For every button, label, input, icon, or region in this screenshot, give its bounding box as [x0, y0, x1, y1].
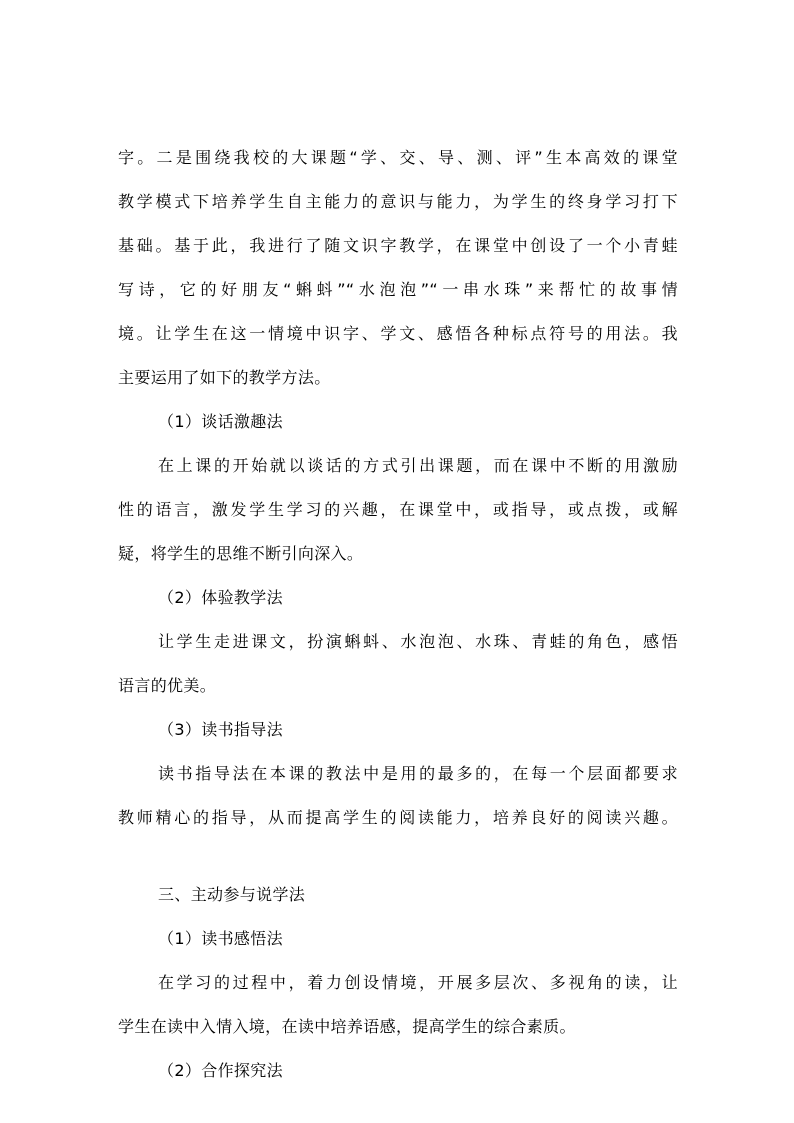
method-heading: （1）谈话激趣法	[158, 412, 283, 431]
paragraph-line: 读书指导法在本课的教法中是用的最多的，在每一个层面都要求	[158, 764, 678, 783]
paragraph-line: 写诗，它的好朋友“蝌蚪”“水泡泡”“一串水珠”来帮忙的故事情	[118, 280, 678, 299]
paragraph-line: 境。让学生在这一情境中识字、学文、感悟各种标点符号的用法。我	[118, 324, 678, 343]
paragraph-line: 主要运用了如下的教学方法。	[118, 368, 331, 387]
method-heading: （3）读书指导法	[158, 720, 283, 739]
paragraph-line: 教师精心的指导，从而提高学生的阅读能力，培养良好的阅读兴趣。	[118, 808, 678, 827]
paragraph-line: 疑，将学生的思维不断引向深入。	[118, 544, 364, 563]
paragraph-line: 字。二是围绕我校的大课题“学、交、导、测、评”生本高效的课堂	[118, 148, 678, 167]
method-heading: （2）体验教学法	[158, 588, 283, 607]
section-heading: 三、主动参与说学法	[158, 885, 306, 904]
paragraph-line: 在上课的开始就以谈话的方式引出课题，而在课中不断的用激励	[158, 456, 678, 475]
paragraph-line: 语言的优美。	[118, 676, 217, 695]
paragraph-line: 教学模式下培养学生自主能力的意识与能力，为学生的终身学习打下	[118, 192, 678, 211]
paragraph-line: 学生在读中入情入境，在读中培养语感，提高学生的综合素质。	[118, 1017, 576, 1036]
paragraph-line: 在学习的过程中，着力创设情境，开展多层次、多视角的读，让	[158, 973, 678, 992]
paragraph-line: 性的语言，激发学生学习的兴趣，在课堂中，或指导，或点拨，或解	[118, 500, 678, 519]
paragraph-line: 让学生走进课文，扮演蝌蚪、水泡泡、水珠、青蛙的角色，感悟	[158, 632, 678, 651]
method-heading: （1）读书感悟法	[158, 929, 283, 948]
paragraph-line: 基础。基于此，我进行了随文识字教学，在课堂中创设了一个小青蛙	[118, 236, 678, 255]
method-heading: （2）合作探究法	[158, 1061, 283, 1080]
